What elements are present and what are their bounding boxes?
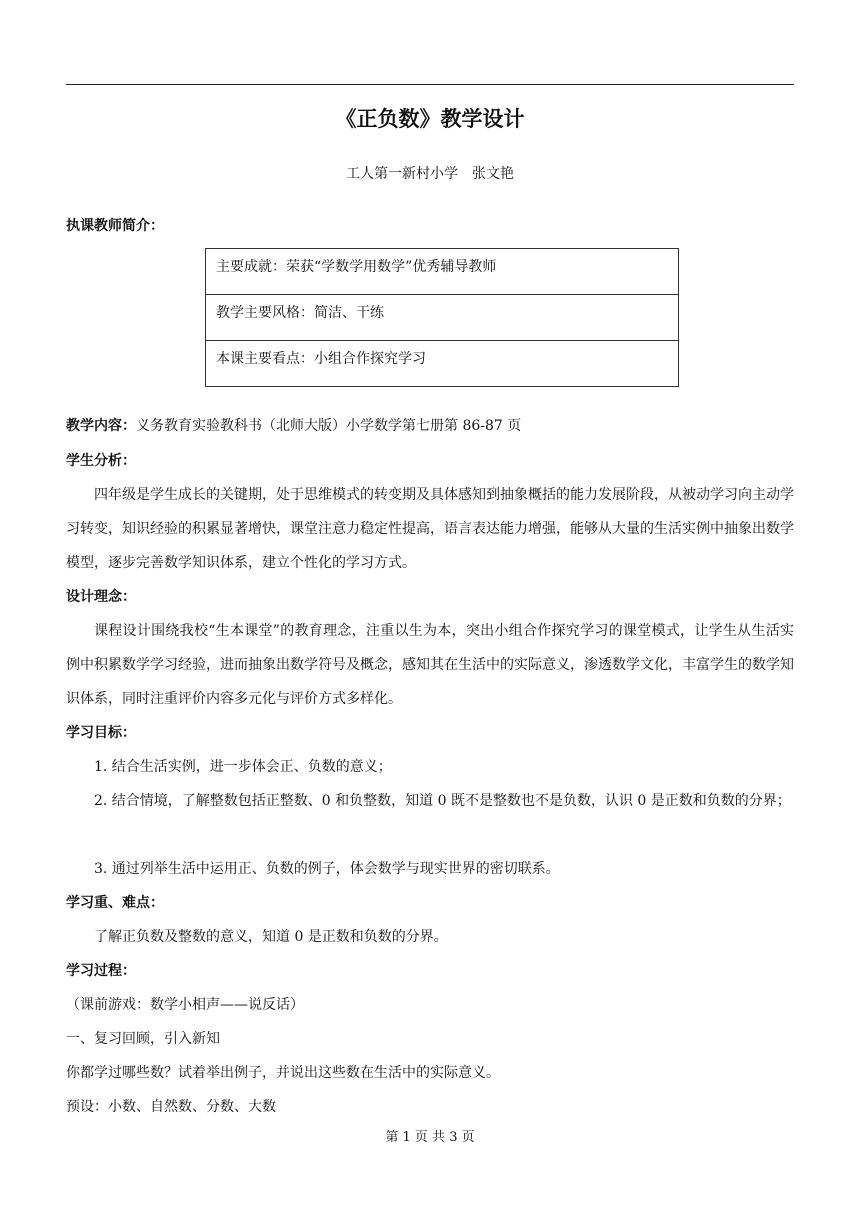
- intro-row-achievement: 主要成就：荣获“学数学用数学”优秀辅导教师: [206, 249, 679, 295]
- document-title: 《正负数》教学设计: [335, 107, 525, 131]
- analysis-heading: 学生分析：: [66, 453, 136, 469]
- goal-item-2: 2. 结合情境，了解整数包括正整数、0 和负整数，知道 0 既不是整数也不是负数，认识 0 是正数和负数的分界；: [94, 793, 791, 809]
- content-section: [66, 409, 794, 443]
- process-heading: 学习过程：: [66, 963, 136, 979]
- author-line: 工人第一新村小学 张文艳: [346, 166, 514, 182]
- concept-heading: 设计理念：: [66, 589, 136, 605]
- intro-row-highlight: 本课主要看点：小组合作探究学习: [206, 341, 679, 387]
- process-line-2: 一、复习回顾，引入新知: [66, 1031, 220, 1047]
- goals-heading: 学习目标：: [66, 725, 136, 741]
- analysis-text: 四年级是学生成长的关键期，处于思维模式的转变期及具体感知到抽象概括的能力发展阶段，从被动学习向主动学习转变，知识经验的积累显著增快，课堂注意力稳定性提高，语言表达能力增强，能够从大量的生活实例中抽象出数学模型，逐步完善数学知识体系，建立个性化的学习方式。: [66, 487, 794, 571]
- content-text: 义务教育实验教科书（北师大版）小学数学第七册第 86-87 页: [136, 418, 522, 434]
- intro-row-style: 教学主要风格：简洁、干练: [206, 295, 679, 341]
- intro-heading: 执课教师简介：: [66, 218, 164, 234]
- process-line-4: 预设：小数、自然数、分数、大数: [66, 1099, 276, 1115]
- process-line-3: 你都学过哪些数？试着举出例子，并说出这些数在生活中的实际意义。: [66, 1065, 500, 1081]
- page-footer: 第 1 页 共 3 页: [385, 1130, 475, 1145]
- concept-text: 课程设计围绕我校“生本课堂”的教育理念，注重以生为本，突出小组合作探究学习的课堂模式，让学生从生活实例中积累数学学习经验，进而抽象出数学符号及概念，感知其在生活中的实际意义，渗透数学文化，丰富学生的数学知识体系，同时注重评价内容多元化与评价方式多样化。: [66, 623, 794, 707]
- content-heading: 教学内容：: [66, 418, 136, 434]
- key-heading: 学习重、难点：: [66, 895, 164, 911]
- header-rule: [66, 84, 794, 85]
- goal-item-3: 3. 通过列举生活中运用正、负数的例子，体会数学与现实世界的密切联系。: [94, 861, 560, 877]
- teacher-intro-table: [205, 248, 679, 387]
- goal-item-1: 1. 结合生活实例，进一步体会正、负数的意义；: [94, 759, 392, 775]
- process-line-1: （课前游戏：数学小相声——说反话）: [66, 997, 304, 1013]
- key-text: 了解正负数及整数的意义，知道 0 是正数和负数的分界。: [94, 929, 448, 945]
